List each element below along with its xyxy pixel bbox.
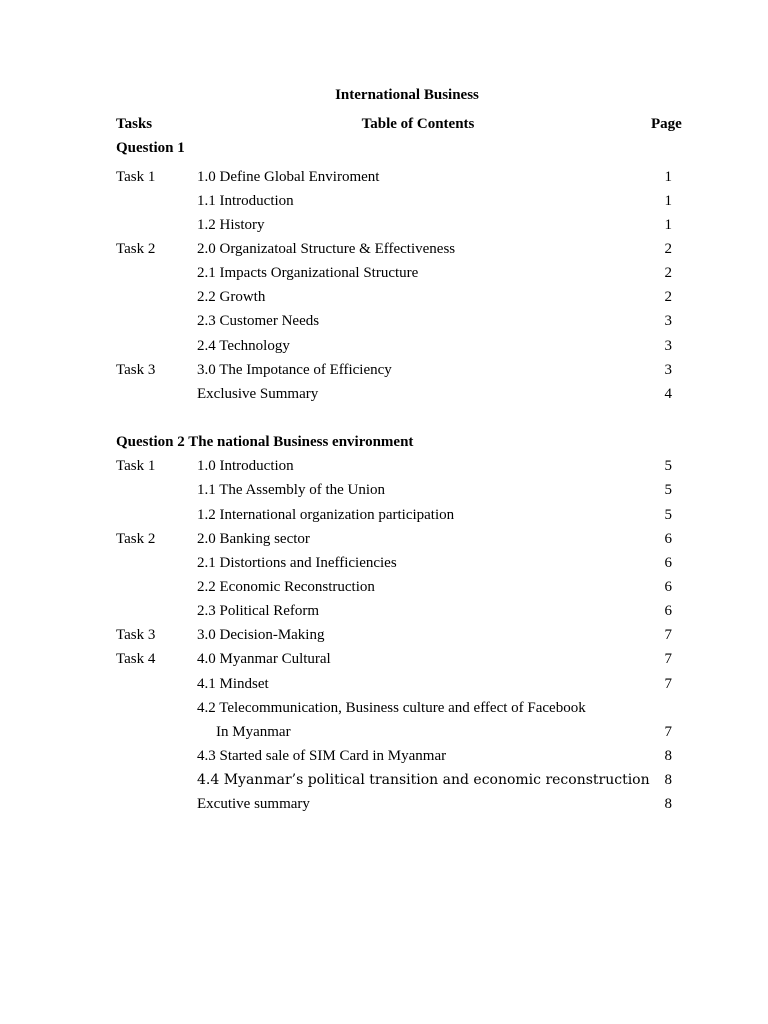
toc-row [0,169,768,189]
task-label: Task 3 [116,627,156,643]
toc-entry: 4.0 Myanmar Cultural [197,651,331,667]
toc-entry: 1.1 Introduction [197,193,294,209]
task-label: Task 2 [116,241,156,257]
page-number: 2 [664,265,672,281]
toc-row [0,531,768,551]
page-number: 7 [664,676,672,692]
page-number: 2 [664,241,672,257]
toc-row [0,579,768,599]
toc-entry: 1.1 The Assembly of the Union [197,482,386,498]
page-number: 7 [664,724,672,740]
toc-row [0,313,768,333]
toc-entry: 1.2 History [197,217,265,233]
page-number: 7 [664,627,672,643]
toc-entry: Excutive summary [197,796,310,812]
toc-row [0,386,768,406]
page-number: 7 [664,651,672,667]
page-number: 3 [664,362,672,378]
page-number: 4 [664,386,672,402]
page-number: 2 [664,289,672,305]
toc-entry: 4.4 Myanmar’s political transition and economic reconstruction [197,772,650,788]
toc-row [0,748,768,768]
page-number: 5 [664,507,672,523]
toc-entry: 2.1 Impacts Organizational Structure [197,265,419,281]
section-heading-question-1: Question 1 [116,140,185,156]
toc-row [0,555,768,575]
page-number: 5 [664,482,672,498]
toc-entry: 4.3 Started sale of SIM Card in Myanmar [197,748,447,764]
toc-row [0,289,768,309]
page-number: 6 [664,579,672,595]
task-label: Task 1 [116,169,156,185]
toc-row [0,482,768,502]
page-number: 5 [664,458,672,474]
toc-row [0,651,768,671]
page-number: 8 [664,772,672,788]
toc-entry: 1.2 International organization participation [197,507,455,523]
toc-row [0,265,768,285]
toc-row [0,458,768,478]
page-number: 6 [664,555,672,571]
toc-entry: 1.0 Introduction [197,458,294,474]
toc-entry: 1.0 Define Global Enviroment [197,169,380,185]
page-number: 8 [664,748,672,764]
toc-row [0,507,768,527]
toc-entry: 4.2 Telecommunication, Business culture and effect of Facebook [197,700,586,716]
task-label: Task 4 [116,651,156,667]
document-title: International Business [335,87,479,103]
toc-entry: 2.3 Political Reform [197,603,320,619]
page-number: 1 [664,169,672,185]
toc-entry: 2.1 Distortions and Inefficiencies [197,555,397,571]
toc-row [0,700,768,720]
task-label: Task 2 [116,531,156,547]
toc-entry: 2.0 Banking sector [197,531,310,547]
task-label: Task 1 [116,458,156,474]
table-of-contents-heading: Table of Contents [361,116,475,132]
toc-entry: 2.4 Technology [197,338,290,354]
toc-row [0,217,768,237]
toc-row [0,724,768,744]
toc-row [0,796,768,816]
page-number: 1 [664,193,672,209]
page-number: 3 [664,338,672,354]
toc-row [0,676,768,696]
page-column-header: Page [651,116,682,132]
page-number: 6 [664,603,672,619]
toc-entry: Exclusive Summary [197,386,319,402]
toc-entry: 2.3 Customer Needs [197,313,320,329]
page-number: 8 [664,796,672,812]
toc-entry: 4.1 Mindset [197,676,269,692]
toc-entry: 3.0 Decision-Making [197,627,325,643]
page-number: 6 [664,531,672,547]
toc-row [0,338,768,358]
page-number: 3 [664,313,672,329]
toc-row [0,362,768,382]
toc-entry: 2.2 Economic Reconstruction [197,579,375,595]
tasks-column-header: Tasks [116,116,153,132]
toc-entry-continuation: In Myanmar [216,724,291,740]
task-label: Task 3 [116,362,156,378]
toc-entry: 2.0 Organizatoal Structure & Effectiveness [197,241,456,257]
toc-row [0,193,768,213]
toc-entry: 2.2 Growth [197,289,266,305]
toc-row [0,241,768,261]
toc-row [0,603,768,623]
page-number: 1 [664,217,672,233]
toc-row [0,772,768,792]
toc-entry: 3.0 The Impotance of Efficiency [197,362,392,378]
section-heading-question-2: Question 2 The national Business environment [116,434,414,450]
toc-row [0,627,768,647]
